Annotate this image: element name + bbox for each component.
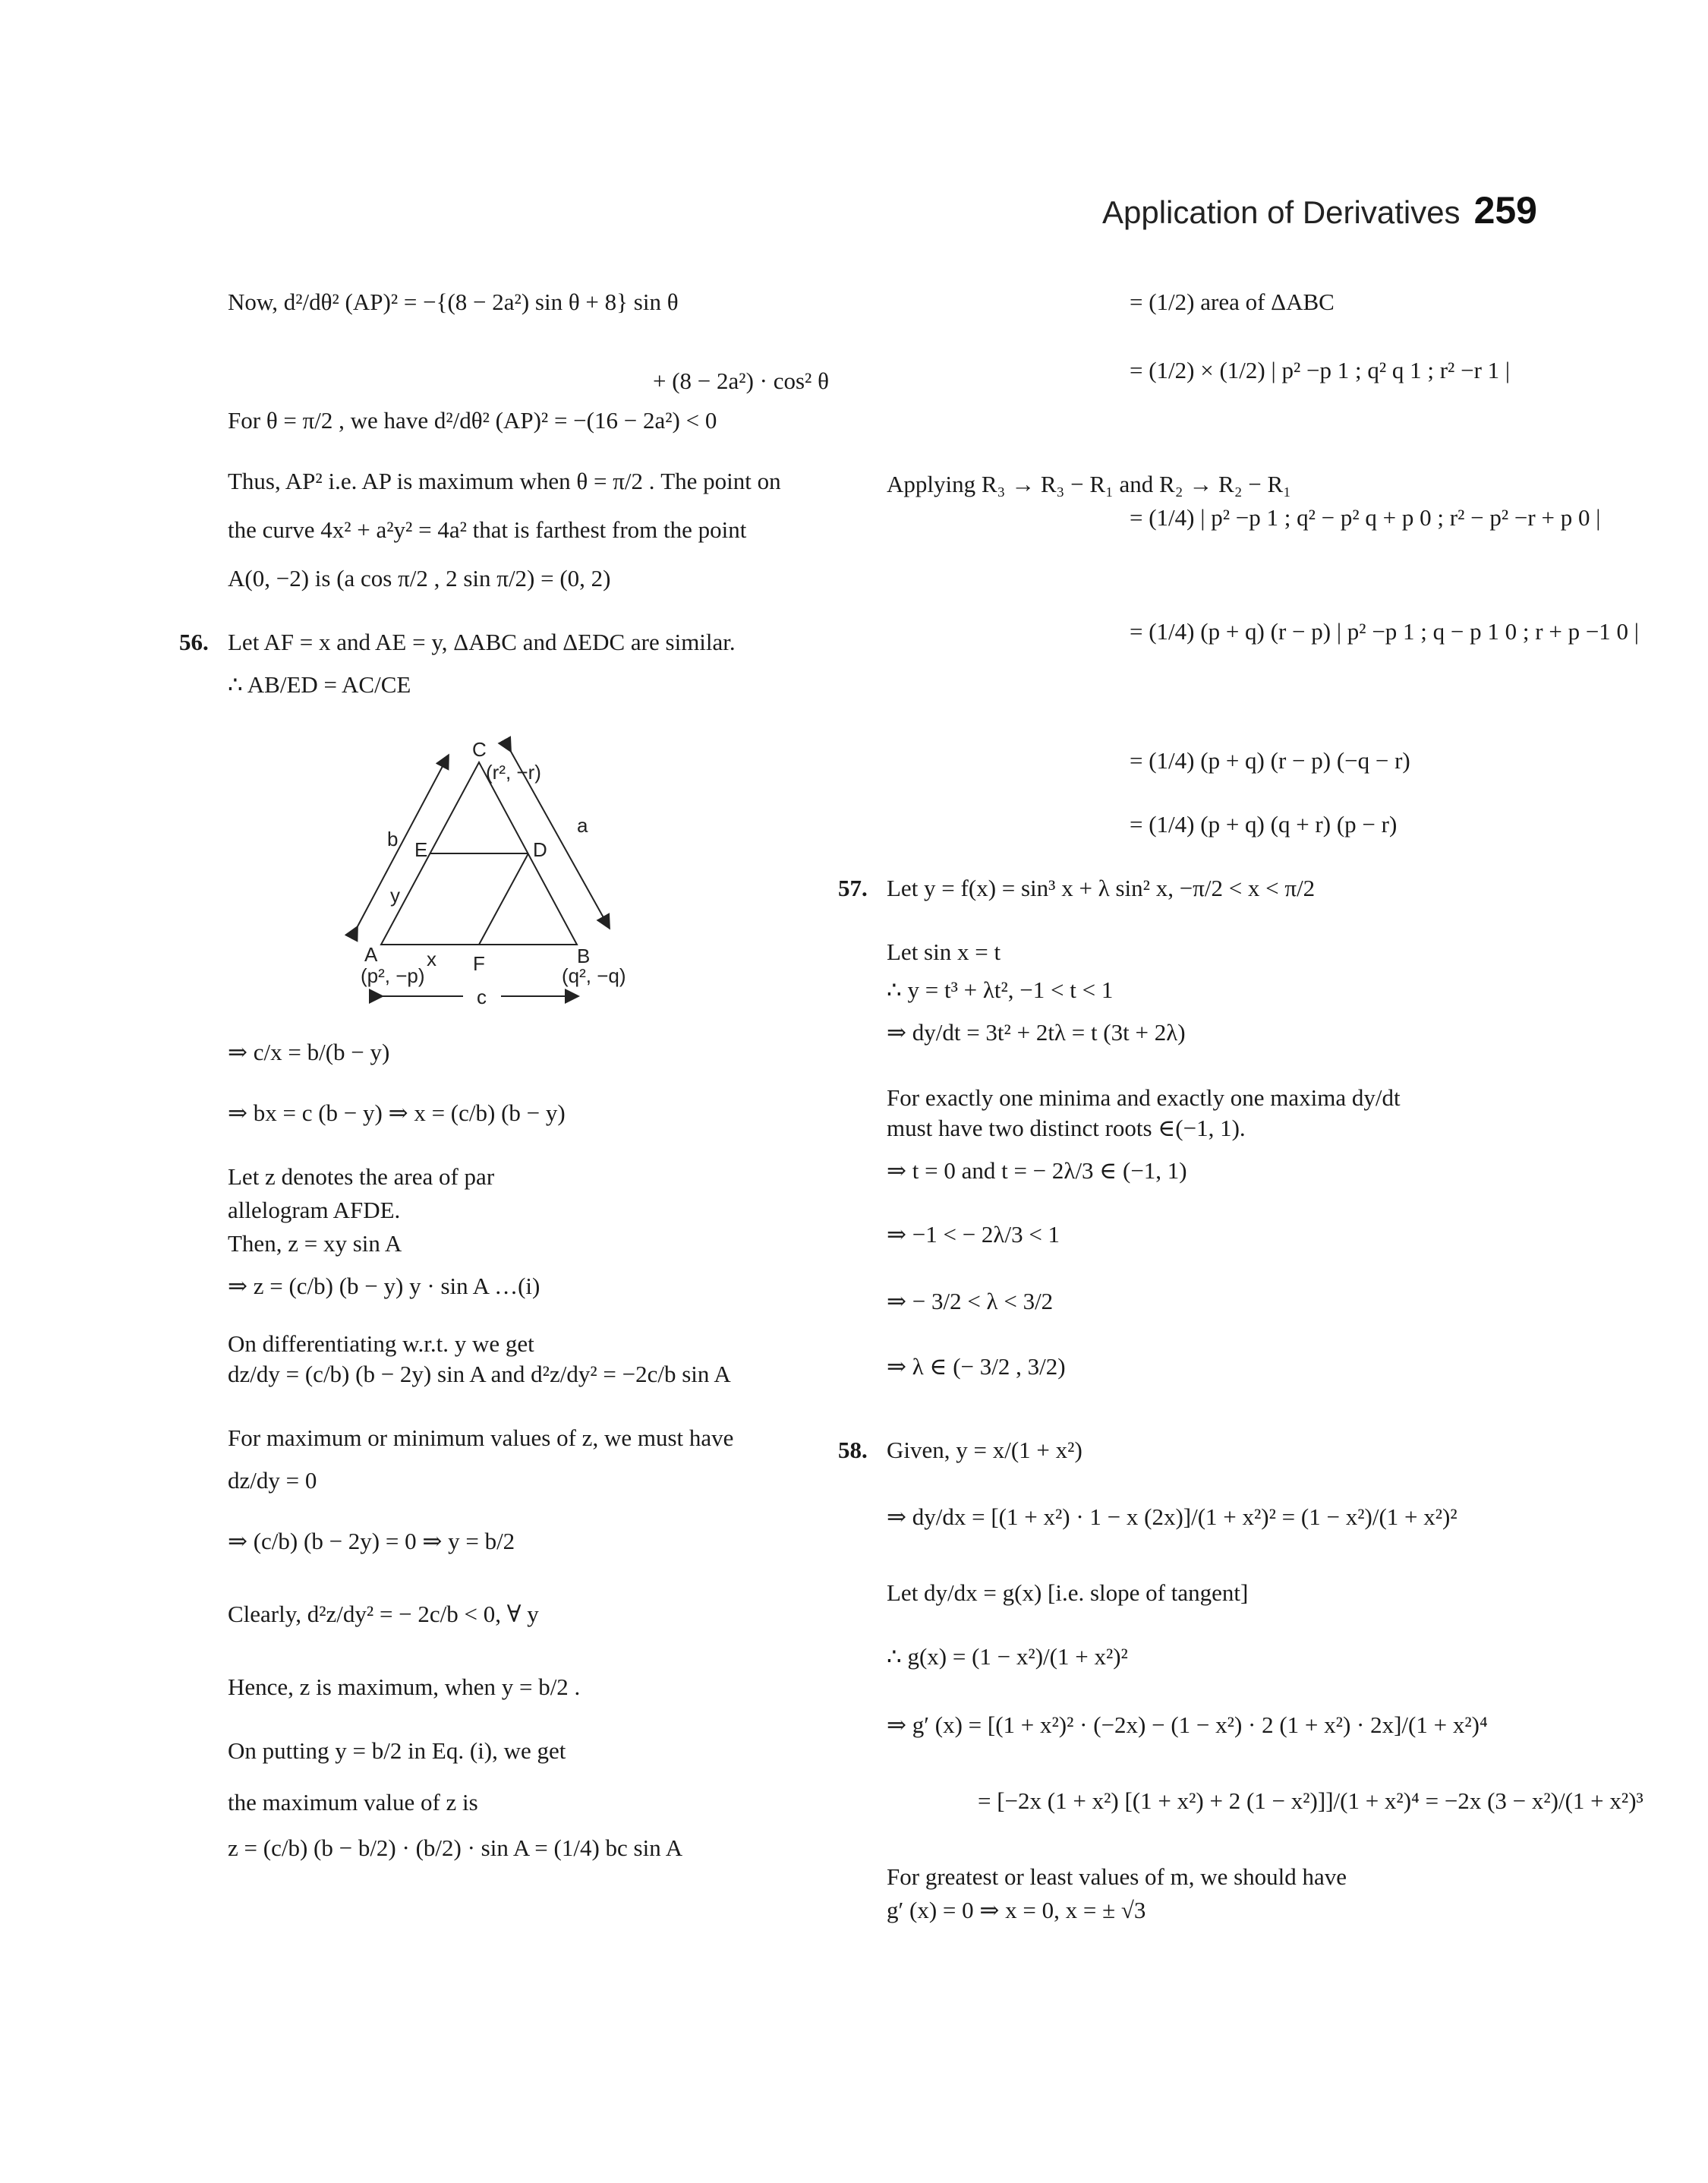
label-point-d: D (533, 838, 547, 861)
line-text: For θ = π/2 , we have d²/dθ² (AP)² = −(16 − 2a²) < 0 (228, 407, 717, 434)
segment-fd (479, 853, 528, 945)
line-text: Then, z = xy sin A (228, 1230, 402, 1257)
label-side-b: b (387, 828, 399, 850)
math-line (228, 366, 881, 405)
line-text: Let dy/dx = g(x) [i.e. slope of tangent] (887, 1579, 1249, 1606)
math-line (887, 1113, 1570, 1156)
math-line (228, 563, 881, 627)
label-point-e: E (414, 838, 428, 861)
line-text: Thus, AP² i.e. AP is maximum when θ = π/2 . The point on (228, 468, 781, 494)
math-line (887, 1862, 1570, 1895)
line-text: ⇒ − 3/2 < λ < 3/2 (887, 1288, 1054, 1314)
label-seg-y: y (390, 884, 400, 907)
line-text: Given, y = x/(1 + x²) (887, 1437, 1082, 1463)
right-column (838, 287, 1643, 1929)
math-line (228, 1787, 881, 1833)
math-line (887, 1786, 1643, 1862)
math-line (887, 1286, 1570, 1352)
math-line (228, 670, 881, 733)
line-text: = [−2x (1 + x²) [(1 + x²) + 2 (1 − x²)]]/(1 + x²)⁴ = −2x (3 − x²)/(1 + x²)³ (978, 1787, 1643, 1814)
label-side-c: c (477, 986, 487, 1008)
line-text: = (1/4) | p² −p 1 ; q² − p² q + p 0 ; r² − p² −r + p 0 | (1130, 504, 1601, 531)
math-line (228, 515, 881, 563)
math-line (179, 627, 881, 670)
line-text: For maximum or minimum values of z, we must have (228, 1424, 734, 1451)
math-line (887, 1642, 1570, 1710)
line-text: ⇒ (c/b) (b − 2y) = 0 ⇒ y = b/2 (228, 1528, 515, 1554)
line-text: Hence, z is maximum, when y = b/2 . (228, 1674, 581, 1700)
math-line (228, 1672, 881, 1736)
line-text: ⇒ dy/dx = [(1 + x²) · 1 − x (2x)]/(1 + x²)² = (1 − x²)/(1 + x²)² (887, 1503, 1457, 1530)
line-text: ⇒ g′ (x) = [(1 + x²)² · (−2x) − (1 − x²) · 2 (1 + x²) · 2x]/(1 + x²)⁴ (887, 1711, 1488, 1738)
math-line (838, 1435, 1570, 1502)
math-line (228, 1271, 881, 1329)
math-line (228, 1599, 881, 1672)
label-side-a: a (577, 814, 588, 837)
math-line (887, 937, 1570, 975)
page-number: 259 (1473, 189, 1537, 232)
line-text: On putting y = b/2 in Eq. (i), we get (228, 1737, 566, 1764)
math-line (228, 1736, 881, 1787)
line-text: ⇒ λ ∈ (− 3/2 , 3/2) (887, 1353, 1066, 1380)
line-text: For exactly one minima and exactly one maxima dy/dt (887, 1084, 1401, 1111)
math-line (887, 1895, 1570, 1929)
line-text: allelogram AFDE. (228, 1197, 401, 1223)
math-line (887, 1156, 1570, 1219)
left-column (179, 287, 881, 1879)
triangle-diagram (326, 733, 691, 1037)
line-text: dz/dy = 0 (228, 1467, 317, 1494)
label-coord-c: (r², −r) (486, 761, 541, 784)
math-line (228, 287, 881, 366)
label-point-f: F (473, 952, 485, 975)
math-line (887, 469, 1570, 503)
math-line (228, 1833, 881, 1879)
line-text: ⇒ −1 < − 2λ/3 < 1 (887, 1221, 1060, 1248)
question-number: 56. (179, 629, 209, 655)
label-vertex-b: B (577, 945, 591, 967)
arrow-b (357, 756, 448, 928)
math-line (887, 1710, 1570, 1786)
line-text: For greatest or least values of m, we should have (887, 1863, 1347, 1890)
line-text: = (1/2) × (1/2) | p² −p 1 ; q² q 1 ; r² −r 1 | (1130, 357, 1511, 383)
label-vertex-c: C (472, 738, 487, 761)
line-text: ⇒ dy/dt = 3t² + 2tλ = t (3t + 2λ) (887, 1019, 1186, 1046)
line-text: ⇒ t = 0 and t = − 2λ/3 ∈ (−1, 1) (887, 1157, 1187, 1184)
math-line (228, 1229, 881, 1271)
line-text: ⇒ c/x = b/(b − y) (228, 1039, 390, 1065)
math-line (887, 809, 1570, 873)
math-line (228, 1037, 881, 1098)
math-line (887, 1219, 1570, 1286)
math-line (887, 287, 1570, 355)
page-header (1102, 188, 1537, 232)
math-line (228, 1423, 881, 1465)
math-line (887, 1502, 1570, 1578)
line-text: Let y = f(x) = sin³ x + λ sin² x, −π/2 < x < π/2 (887, 875, 1316, 901)
math-line (228, 466, 881, 515)
line-text: ⇒ bx = c (b − y) ⇒ x = (c/b) (b − y) (228, 1099, 566, 1126)
line-text: dz/dy = (c/b) (b − 2y) sin A and d²z/dy² = −2c/b sin A (228, 1361, 731, 1387)
line-text: = (1/2) area of ΔABC (1130, 289, 1335, 315)
math-line (228, 1329, 881, 1359)
line-text: ⇒ z = (c/b) (b − y) y · sin A …(i) (228, 1273, 540, 1299)
line-text: the maximum value of z is (228, 1789, 478, 1815)
line-text: + (8 − 2a²) · cos² θ (653, 368, 829, 394)
line-text: Clearly, d²z/dy² = − 2c/b < 0, ∀ y (228, 1601, 539, 1627)
math-line (887, 746, 1570, 809)
math-line (887, 1352, 1570, 1435)
chapter-title: Application of Derivatives (1102, 194, 1461, 230)
line-text: = (1/4) (p + q) (r − p) | p² −p 1 ; q − p 1 0 ; r + p −1 0 | (1130, 618, 1640, 645)
math-line (228, 1098, 881, 1162)
math-line (228, 1195, 881, 1229)
question-number: 58. (838, 1437, 868, 1463)
line-text: Let AF = x and AE = y, ΔABC and ΔEDC are similar. (228, 629, 736, 655)
math-line (887, 975, 1570, 1017)
line-text: A(0, −2) is (a cos π/2 , 2 sin π/2) = (0, 2) (228, 565, 611, 591)
line-text: ∴ AB/ED = AC/CE (228, 671, 411, 698)
label-coord-a: (p², −p) (361, 964, 425, 987)
line-text: = (1/4) (p + q) (q + r) (p − r) (1130, 811, 1398, 838)
math-line (887, 503, 1601, 617)
math-line (228, 1359, 881, 1423)
line-text: On differentiating w.r.t. y we get (228, 1330, 534, 1357)
label-seg-x: x (427, 948, 436, 970)
math-line (228, 1465, 881, 1526)
math-line (887, 1017, 1570, 1083)
line-text: Applying R₃ → R₃ − R₁ and R₂ → R₂ − R₁ (887, 471, 1291, 497)
line-text: the curve 4x² + a²y² = 4a² that is farthest from the point (228, 516, 747, 543)
line-text: Now, d²/dθ² (AP)² = −{(8 − 2a²) sin θ + 8} sin θ (228, 289, 679, 315)
math-line (228, 1162, 881, 1195)
math-line (887, 1578, 1570, 1642)
line-text: ∴ y = t³ + λt², −1 < t < 1 (887, 976, 1114, 1003)
line-text: = (1/4) (p + q) (r − p) (−q − r) (1130, 747, 1410, 774)
question-number: 57. (838, 875, 868, 901)
line-text: g′ (x) = 0 ⇒ x = 0, x = ± √3 (887, 1897, 1146, 1923)
label-vertex-a: A (364, 943, 378, 966)
line-text: Let z denotes the area of par (228, 1163, 495, 1190)
math-line (838, 873, 1570, 937)
math-line (887, 355, 1570, 469)
line-text: Let sin x = t (887, 939, 1001, 965)
math-line (887, 1083, 1570, 1113)
line-text: must have two distinct roots ∈(−1, 1). (887, 1115, 1246, 1141)
label-coord-b: (q², −q) (562, 964, 626, 987)
math-line (887, 617, 1640, 746)
line-text: z = (c/b) (b − b/2) · (b/2) · sin A = (1/4) bc sin A (228, 1834, 683, 1861)
math-line (228, 1526, 881, 1599)
line-text: ∴ g(x) = (1 − x²)/(1 + x²)² (887, 1643, 1128, 1670)
math-line (228, 405, 881, 466)
